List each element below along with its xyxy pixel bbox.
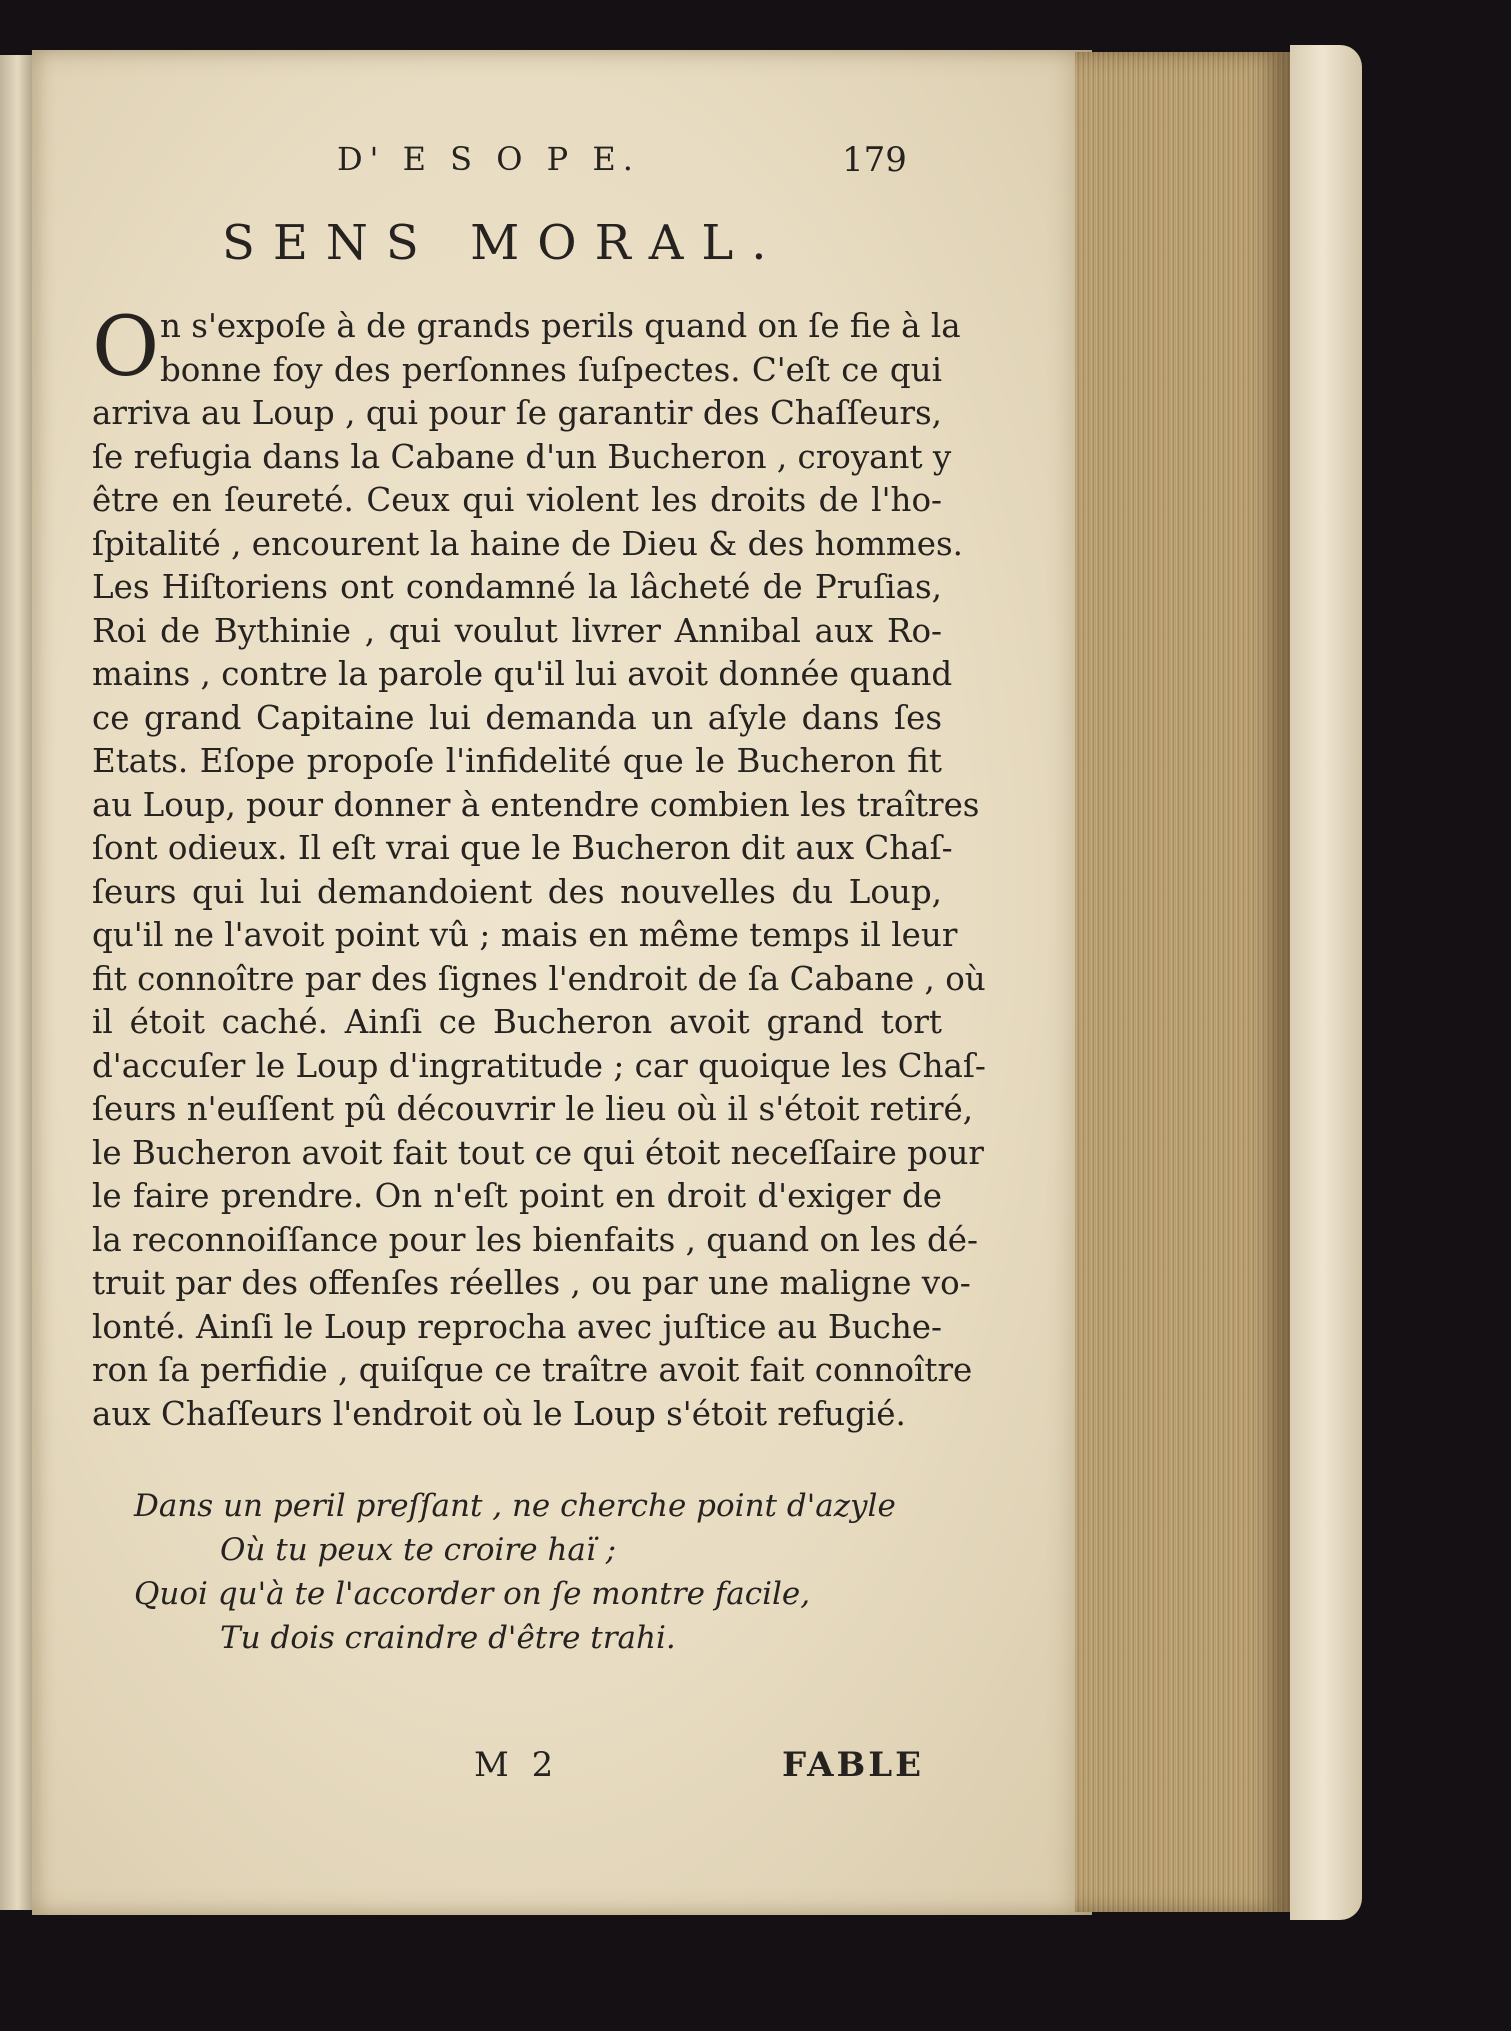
signature-mark: M 2 [474, 1745, 560, 1785]
verse-line: Quoi qu'à te l'accorder on ſe montre facile, [134, 1576, 811, 1612]
text-line: ſeurs qui lui demandoient des nouvelles du Loup, [92, 872, 942, 911]
opening-paragraph [92, 300, 961, 395]
text-line: le Bucheron avoit fait tout ce qui étoit neceſſaire pour [92, 1133, 984, 1172]
text-line: aux Chaſſeurs l'endroit où le Loup s'étoit refugié. [92, 1394, 906, 1433]
text-line: qu'il ne l'avoit point vû ; mais en même temps il leur [92, 916, 958, 954]
running-title: D' E S O P E. [337, 140, 640, 178]
running-head [92, 130, 942, 190]
text-line: mains , contre la parole qu'il lui avoit donnée quand [92, 655, 953, 693]
text-line: bonne foy des perſonnes ſuſpectes. C'eſt ce qui [160, 350, 942, 389]
page-block-edge [1075, 52, 1295, 1912]
text-line: ſeurs n'euſſent pû découvrir le lieu où il s'étoit retiré, [92, 1090, 974, 1128]
text-line: ſe refugia dans la Cabane d'un Bucheron , croyant y [92, 437, 952, 476]
text-line: la reconnoiſſance pour les bienfaits , quand on les dé- [92, 1220, 978, 1259]
text-line: ron ſa perfidie , quiſque ce traître avoit fait connoître [92, 1351, 973, 1389]
vellum-cover [1290, 45, 1362, 1920]
catchword: FABLE [782, 1745, 925, 1785]
verse-line: Dans un peril preſſant , ne cherche point d'azyle [134, 1488, 896, 1524]
text-line: arriva au Loup , qui pour ſe garantir des Chaſſeurs, [92, 394, 942, 432]
text-line: n s'expoſe à de grands perils quand on ſe fie à la [160, 307, 961, 345]
text-line: être en ſeureté. Ceux qui violent les droits de l'ho- [92, 481, 942, 519]
text-line: lonté. Ainſi le Loup reprocha avec juſtice au Buche- [92, 1307, 942, 1346]
text-line: il étoit caché. Ainſi ce Bucheron avoit grand tort [92, 1003, 942, 1041]
page-footer [92, 1745, 942, 1795]
moral-verse [92, 1484, 942, 1660]
moral-body [92, 300, 986, 1436]
text-line: truit par des offenſes réelles , ou par une maligne vo- [92, 1264, 971, 1302]
page-number: 179 [842, 140, 907, 180]
section-heading: SENS MORAL. [222, 215, 785, 271]
text-line: Roi de Bythinie , qui voulut livrer Annibal aux Ro- [92, 611, 942, 650]
text-line: le faire prendre. On n'eſt point en droit d'exiger de [92, 1177, 942, 1215]
verse-line: Où tu peux te croire haï ; [220, 1532, 617, 1568]
text-line: ſont odieux. Il eſt vrai que le Bucheron dit aux Chaſ- [92, 829, 953, 867]
text-line: Les Hiſtoriens ont condamné la lâcheté de Pruſias, [92, 568, 942, 606]
drop-cap: O [92, 300, 160, 395]
text-line: Etats. Eſope propoſe l'infidelité que le Bucheron fit [92, 742, 942, 780]
text-line: fit connoître par des ſignes l'endroit de ſa Cabane , où [92, 959, 986, 998]
text-line: au Loup, pour donner à entendre combien les traîtres [92, 785, 980, 824]
left-page-edge [0, 55, 32, 1910]
text-line: d'accuſer le Loup d'ingratitude ; car quoique les Chaſ- [92, 1046, 986, 1085]
page-text [92, 130, 986, 1660]
verse-line: Tu dois craindre d'être trahi. [220, 1620, 676, 1656]
text-line: ſpitalité , encourent la haine de Dieu & des hommes. [92, 524, 963, 563]
text-line: ce grand Capitaine lui demanda un aſyle dans ſes [92, 698, 942, 737]
